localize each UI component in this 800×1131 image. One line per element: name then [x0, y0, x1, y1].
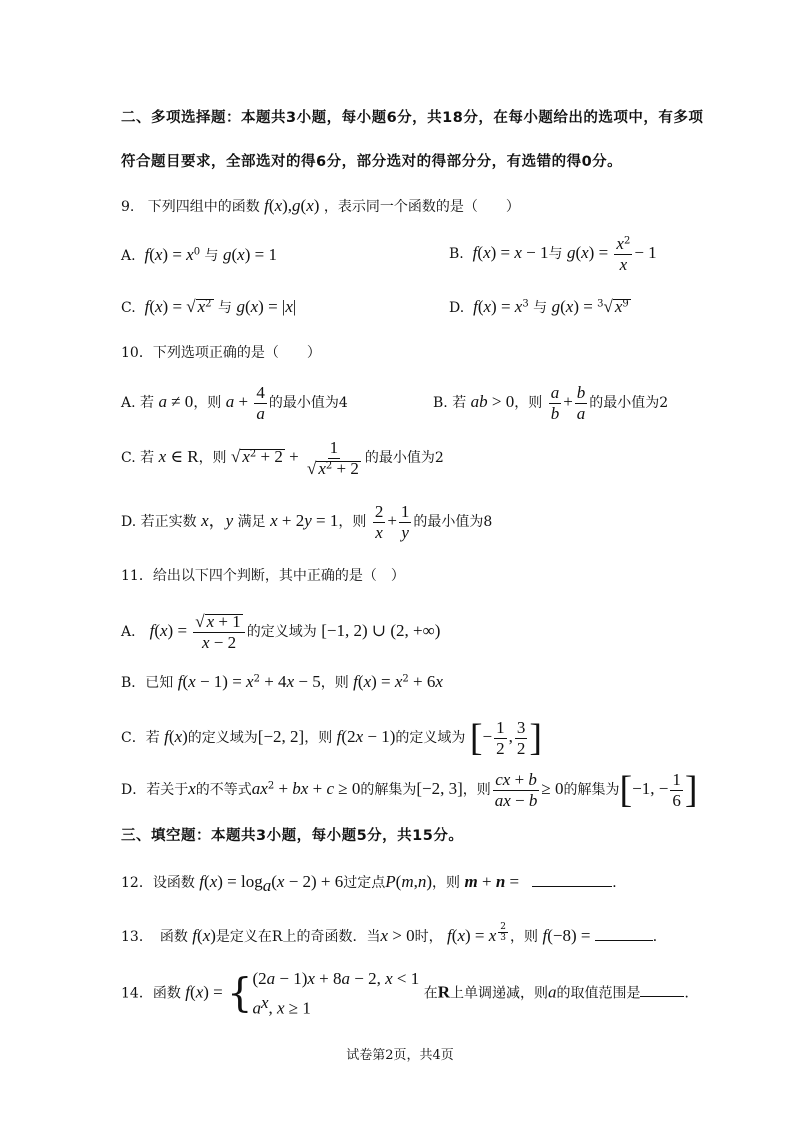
- option-label: A．: [121, 624, 146, 641]
- option-label: A.: [121, 248, 136, 264]
- option-label: C.: [121, 300, 136, 316]
- option-text: ，则: [304, 730, 333, 747]
- question-text: 14．函数: [121, 985, 181, 1002]
- question-14: 14．函数 f(x) = { (2a − 1)x + 8a − 2, x < 1 $a^x$, x ≥ 1 在R上单调递减，则a的取值范围是 ．: [121, 969, 699, 1018]
- option-label: D.: [449, 300, 465, 316]
- option-text: 的解集为: [360, 782, 417, 799]
- option-label: D. 若正实数: [121, 514, 197, 531]
- option-text: 与: [218, 300, 232, 316]
- question-number: 9.: [121, 199, 135, 215]
- question-10-stem: 10．下列选项正确的是（ ）: [121, 345, 321, 361]
- option-text: ，则: [193, 395, 222, 412]
- q11-option-c: C．若 f(x)的定义域为[−2, 2]，则 f(2x − 1)的定义域为 [− $\frac{1}{2}$ , $\frac{3}{2}$ ]: [121, 717, 542, 760]
- question-text: ．: [652, 929, 667, 945]
- question-text: ，则: [432, 875, 461, 891]
- option-text: 的定义域为: [395, 730, 466, 747]
- answer-blank: [640, 996, 684, 997]
- option-text: ，则: [514, 395, 543, 412]
- option-text: 满足: [237, 514, 266, 531]
- q9-option-a: A. $f(x) = x^0$ 与 g(x) = 1: [121, 245, 277, 264]
- section3-title: 三、填空题：本题共3小题，每小题5分，共15分。: [121, 828, 464, 844]
- option-text: 的最小值为2: [589, 395, 669, 412]
- question-text: 时，: [414, 929, 443, 945]
- question-text: ，表示同一个函数的是（ ）: [323, 199, 520, 215]
- question-text: 12．设函数: [121, 875, 195, 891]
- question-12: 12．设函数 $f(x) = \log_a(x - 2) + 6$过定点P(m,n)，则 m + n = ．: [121, 872, 627, 895]
- option-text: ，则: [338, 514, 367, 531]
- option-label: A. 若: [121, 395, 155, 412]
- q10-option-b: B. 若 ab > 0，则 $\frac{a}{b}$ + $\frac{b}{a}$ 的最小值为2: [433, 383, 669, 423]
- section2-title-line1: 二、多项选择题：本题共3小题，每小题6分，共18分，在每小题给出的选项中，有多项: [121, 110, 704, 126]
- question-text: 下列四组中的函数: [147, 199, 260, 215]
- page-footer: 试卷第2页，共4页: [346, 1048, 454, 1063]
- question-9-stem: 9. 下列四组中的函数 f(x),g(x) ，表示同一个函数的是（ ）: [121, 196, 520, 215]
- answer-blank: [532, 886, 612, 887]
- option-text: ，则: [198, 450, 227, 467]
- q11-option-b: B．已知 $f(x - 1) = x^2 + 4x - 5$，则 $f(x) = x^2 + 6x$: [121, 672, 443, 691]
- option-label: C. 若: [121, 450, 155, 467]
- option-text: 的不等式: [195, 782, 252, 799]
- option-text: ，则: [320, 675, 349, 691]
- answer-blank: [595, 940, 653, 941]
- option-text: 与: [533, 300, 548, 316]
- option-label: B. 若: [433, 395, 467, 412]
- option-text: 的最小值为2: [364, 450, 444, 467]
- question-text: 上单调递减，则: [449, 985, 548, 1002]
- q10-option-c: C. 若 x ∈ R，则 √ $x^2 + 2$ + $\frac{1}{√ x^2 + 2}$ 的最小值为2: [121, 438, 444, 478]
- option-label: C．若: [121, 730, 160, 747]
- option-text: 的定义域为: [187, 730, 258, 747]
- question-text: 13． 函数: [121, 929, 188, 945]
- question-text: ，则: [510, 929, 539, 945]
- question-text: 是定义在R上的奇函数．当: [215, 929, 381, 945]
- option-text: 的最小值为4: [268, 395, 348, 412]
- q11-option-d: D．若关于x的不等式$ax^2$ + bx + c ≥ 0的解集为[−2, 3]，则 $\frac{cx + b}{ax - b}$ ≥ 0的解集为[−1, − $\frac{1}{6}$ ]: [121, 769, 698, 812]
- question-11-stem: 11．给出以下四个判断，其中正确的是（ ）: [121, 568, 405, 584]
- option-text: 的解集为: [563, 782, 620, 799]
- option-label: B．已知: [121, 675, 174, 691]
- question-text: 过定点: [343, 875, 386, 891]
- option-label: D．若关于: [121, 782, 189, 799]
- option-text: 的最小值为8: [413, 514, 493, 531]
- question-text: ．: [684, 985, 699, 1002]
- question-text: 的取值范围是: [556, 985, 641, 1002]
- option-label: B.: [449, 246, 464, 263]
- option-text: 与: [548, 246, 563, 263]
- option-text: ，则: [462, 782, 491, 799]
- question-13: 13． 函数 f(x)是定义在R上的奇函数．当x > 0时， f(x) = x $^{\frac{2}{3}}$ ，则 f(−8) = ．: [121, 922, 667, 945]
- section2-title-line2: 符合题目要求，全部选对的得6分，部分选对的得部分分，有选错的得0分。: [121, 154, 623, 170]
- q11-option-a: A． f(x) = $\frac{√ x + 1}{x - 2}$ 的定义域为 [−1, 2) ∪ (2, +∞): [121, 612, 441, 652]
- q9-option-d: D. $f(x) = x^3$ 与 g(x) = $^3$√ $x^9$: [449, 297, 629, 316]
- q9-option-b: B. f(x) = x − 1与 g(x) = $\frac{x^2}{x}$ − 1: [449, 234, 657, 274]
- question-text: 在: [423, 985, 438, 1002]
- option-text: 与: [204, 248, 219, 264]
- q10-option-a: A. 若 a ≠ 0，则 a + $\frac{4}{a}$ 的最小值为4: [121, 383, 348, 423]
- q9-option-c: C. f(x) = √ $x^2$ 与 g(x) = |x|: [121, 297, 297, 316]
- q10-option-d: D. 若正实数 x，y 满足 x + 2y = 1，则 $\frac{2}{x}$ + $\frac{1}{y}$ 的最小值为8: [121, 502, 493, 542]
- option-text: 的定义域为: [246, 624, 317, 641]
- question-text: ．: [612, 875, 627, 891]
